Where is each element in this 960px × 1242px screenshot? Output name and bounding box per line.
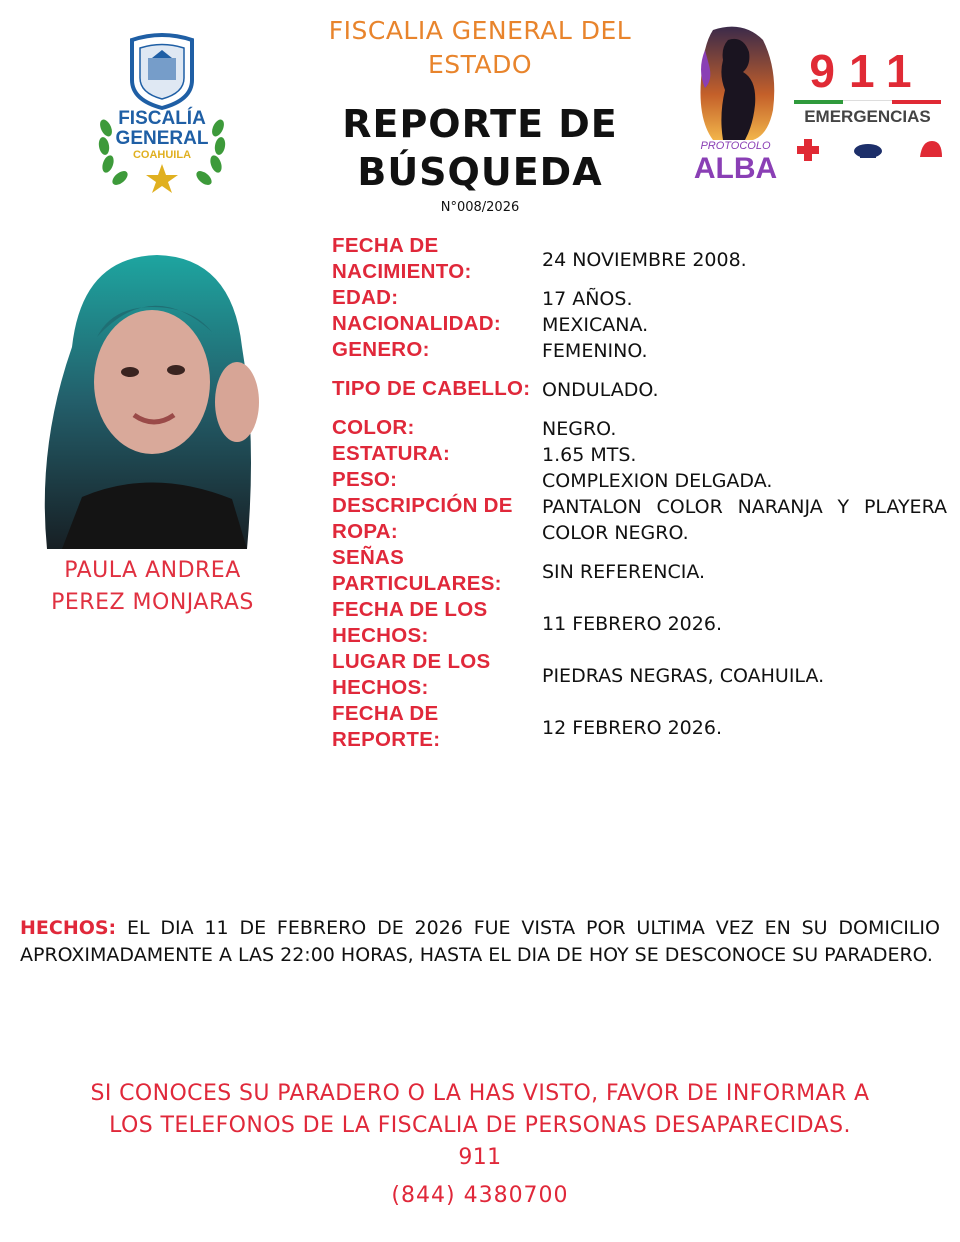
facts-text: EL DIA 11 DE FEBRERO DE 2026 FUE VISTA POR ULTIMA VEZ EN SU DOMICILIO APROXIMADAMENTE A LAS 22:00 HORAS, HASTA EL DIA DE HOY SE DESCONOCE SU PARADERO.	[20, 917, 940, 966]
seal-text-line2: GENERAL	[115, 128, 209, 149]
facts-lead: HECHOS:	[20, 917, 117, 939]
missing-person-photo	[42, 237, 262, 549]
contact-phone: (844) 4380700	[391, 1183, 569, 1208]
detail-label: COLOR:	[332, 416, 415, 439]
detail-row-birthdate	[332, 233, 947, 285]
detail-row-gender	[332, 337, 947, 363]
alba-label-line2: ALBA	[693, 152, 778, 185]
contact-notice-line1: SI CONOCES SU PARADERO O LA HAS VISTO, FAVOR DE INFORMAR A	[90, 1081, 870, 1106]
detail-value: 11 FEBRERO 2026.	[542, 613, 722, 635]
report-title-line1: REPORTE DE	[342, 102, 618, 146]
emergency-number: 911	[809, 45, 926, 97]
detail-value: 24 NOVIEMBRE 2008.	[542, 249, 747, 271]
detail-value: MEXICANA.	[542, 314, 649, 336]
report-title	[300, 100, 660, 196]
detail-label: ESTATURA:	[332, 442, 451, 465]
missing-person-name	[20, 555, 285, 619]
police-cap-icon	[854, 144, 882, 158]
red-cross-icon	[797, 139, 819, 161]
detail-value: 17 AÑOS.	[542, 288, 633, 310]
detail-label: PESO:	[332, 468, 398, 491]
detail-label: LUGAR DE LOS HECHOS:	[332, 650, 491, 699]
detail-row-weight	[332, 467, 947, 493]
person-name-line1: PAULA ANDREA	[64, 558, 241, 583]
protocolo-alba-logo	[683, 20, 788, 190]
contact-notice-line2: LOS TELEFONOS DE LA FISCALIA DE PERSONAS DESAPARECIDAS.	[109, 1113, 851, 1138]
detail-row-height	[332, 441, 947, 467]
detail-row-clothing	[332, 493, 947, 545]
alba-label-line1: PROTOCOLO	[700, 140, 771, 152]
detail-row-report-date	[332, 701, 947, 753]
report-title-line2: BÚSQUEDA	[357, 150, 603, 194]
seal-text-line3: COAHUILA	[132, 149, 192, 161]
seal-text-line1: FISCALÍA	[118, 108, 206, 129]
detail-row-hair-type	[332, 363, 947, 415]
detail-value: COMPLEXION DELGADA.	[542, 470, 773, 492]
detail-label: FECHA DE NACIMIENTO:	[332, 234, 472, 283]
detail-row-event-date	[332, 597, 947, 649]
detail-label: NACIONALIDAD:	[332, 312, 502, 335]
detail-label: FECHA DE REPORTE:	[332, 702, 441, 751]
detail-row-distinguishing-marks	[332, 545, 947, 597]
detail-row-age	[332, 285, 947, 311]
detail-value: PANTALON COLOR NARANJA Y PLAYERA COLOR NEGRO.	[542, 496, 947, 544]
emergency-color-bar	[794, 100, 941, 104]
detail-value: 12 FEBRERO 2026.	[542, 717, 722, 739]
emergency-icons-row	[790, 133, 945, 163]
organization-title	[270, 14, 690, 82]
contact-emergency-number: 911	[458, 1145, 502, 1170]
detail-label: FECHA DE LOS HECHOS:	[332, 598, 488, 647]
facts-paragraph	[20, 915, 940, 969]
detail-label: SEÑAS PARTICULARES:	[332, 546, 502, 595]
detail-value: NEGRO.	[542, 418, 617, 440]
emergency-911-logo	[790, 45, 945, 165]
person-details-list	[332, 233, 947, 753]
fiscalia-seal-logo	[92, 28, 232, 193]
emergency-label: EMERGENCIAS	[804, 107, 931, 126]
detail-label: DESCRIPCIÓN DE ROPA:	[332, 494, 513, 543]
person-name-line2: PEREZ MONJARAS	[51, 590, 254, 615]
organization-title-line2: ESTADO	[427, 50, 533, 79]
contact-notice	[20, 1078, 940, 1174]
detail-value: ONDULADO.	[542, 379, 659, 401]
fire-helmet-icon	[920, 141, 942, 157]
detail-value: 1.65 MTS.	[542, 444, 637, 466]
detail-row-hair-color	[332, 415, 947, 441]
report-number: N°008/2026	[440, 200, 520, 215]
detail-value: SIN REFERENCIA.	[542, 561, 706, 583]
organization-title-line1: FISCALIA GENERAL DEL	[328, 16, 632, 45]
detail-value: PIEDRAS NEGRAS, COAHUILA.	[542, 665, 825, 687]
detail-row-event-place	[332, 649, 947, 701]
detail-label: EDAD:	[332, 286, 399, 309]
detail-value: FEMENINO.	[542, 340, 648, 362]
detail-label: GENERO:	[332, 338, 430, 361]
person-portrait-image	[42, 237, 262, 549]
detail-label: TIPO DE CABELLO:	[332, 377, 531, 400]
detail-row-nationality	[332, 311, 947, 337]
